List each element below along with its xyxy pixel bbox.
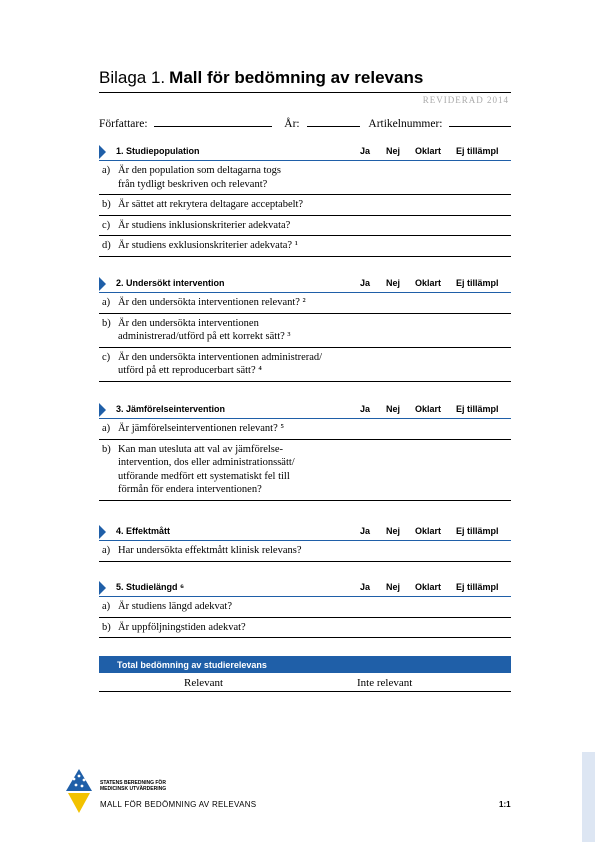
col-nej: Nej	[386, 582, 401, 592]
col-nej: Nej	[386, 404, 401, 414]
col-ej-tillampl: Ej tillämpl	[456, 404, 499, 414]
total-bar	[99, 656, 511, 673]
question-letter: d)	[102, 240, 111, 251]
question-line: Är sättet att rekrytera deltagare acceptabelt?	[118, 199, 304, 210]
col-ja: Ja	[360, 146, 371, 156]
revised-label: REVIDERAD 2014	[422, 95, 509, 105]
article-field[interactable]	[449, 117, 511, 127]
question-row	[99, 161, 511, 195]
question-line: administrerad/utförd på ett korrekt sätt? ³	[118, 331, 291, 342]
question-letter: a)	[102, 165, 111, 176]
question-line: från tydligt beskriven och relevant?	[118, 178, 268, 190]
question-letter: a)	[102, 297, 111, 308]
org-line-2: MEDICINSK UTVÄRDERING	[100, 786, 167, 792]
not-relevant-option[interactable]: Inte relevant	[357, 677, 413, 689]
question-line: förmån för endera interventionen?	[118, 484, 262, 495]
question-row	[99, 541, 511, 562]
question-text	[118, 600, 358, 614]
question-line: utförd på ett reproducerbart sätt? ⁴	[118, 365, 262, 376]
question-line: Är uppföljningstiden adekvat?	[118, 621, 246, 633]
section-header	[99, 144, 511, 161]
question-row	[99, 216, 511, 237]
section-5	[99, 580, 511, 638]
question-line: Är studiens längd adekvat?	[118, 601, 233, 612]
title-rule	[99, 92, 511, 93]
col-ej-tillampl: Ej tillämpl	[456, 582, 499, 592]
question-text	[118, 443, 358, 497]
section-header	[99, 524, 511, 541]
title-prefix: Bilaga 1.	[99, 68, 166, 87]
question-row	[99, 348, 511, 382]
arrow-right-icon	[99, 277, 106, 291]
question-text	[118, 351, 358, 378]
question-letter: b)	[102, 621, 111, 633]
question-line: Kan man utesluta att val av jämförelse-	[118, 443, 284, 455]
section-title: 4. Effektmått	[116, 526, 171, 536]
title-main: Mall för bedömning av relevans	[169, 68, 424, 87]
col-oklart: Oklart	[415, 278, 442, 288]
question-row	[99, 440, 511, 501]
page-title	[99, 68, 423, 88]
arrow-right-icon	[99, 581, 106, 595]
question-row	[99, 195, 511, 216]
footer-doc-title: MALL FÖR BEDÖMNING AV RELEVANS	[100, 800, 257, 809]
question-text	[118, 422, 358, 436]
section-title: 5. Studielängd ⁶	[116, 582, 185, 592]
question-letter: a)	[102, 601, 111, 612]
question-text	[118, 198, 358, 212]
question-letter: c)	[102, 219, 111, 231]
question-row	[99, 419, 511, 440]
question-text	[118, 296, 358, 310]
question-line: Är den population som deltagarna togs	[118, 165, 282, 176]
question-letter: b)	[102, 443, 111, 455]
col-ja: Ja	[360, 404, 371, 414]
section-title: 3. Jämförelseintervention	[116, 404, 226, 414]
col-ja: Ja	[360, 526, 371, 536]
question-line: Är studiens exklusionskriterier adekvata? ¹	[118, 240, 298, 251]
question-row	[99, 597, 511, 618]
total-assessment	[99, 656, 511, 692]
section-3	[99, 402, 511, 501]
section-header	[99, 276, 511, 293]
author-field[interactable]	[154, 117, 272, 127]
question-row	[99, 293, 511, 314]
page-number: 1:1	[499, 800, 511, 809]
question-line: utförande medfört ett systematiskt fel till	[118, 470, 290, 482]
col-oklart: Oklart	[415, 146, 442, 156]
section-2	[99, 276, 511, 382]
question-line: intervention, dos eller administrationssätt/	[118, 457, 295, 468]
question-row	[99, 236, 511, 257]
question-line: Är den undersökta interventionen administrerad/	[118, 351, 323, 363]
section-4	[99, 524, 511, 562]
question-line: Har undersökta effektmått klinisk relevans?	[118, 545, 302, 556]
arrow-right-icon	[99, 525, 106, 539]
question-row	[99, 314, 511, 348]
col-ja: Ja	[360, 582, 371, 592]
col-ej-tillampl: Ej tillämpl	[456, 146, 499, 156]
question-line: Är den undersökta interventionen relevant? ²	[118, 297, 306, 308]
year-field[interactable]	[307, 117, 360, 127]
col-ej-tillampl: Ej tillämpl	[456, 526, 499, 536]
col-nej: Nej	[386, 278, 401, 288]
question-line: Är den undersökta interventionen	[118, 317, 259, 329]
question-letter: b)	[102, 199, 111, 210]
org-line-1: STATENS BEREDNING FÖR	[100, 780, 166, 786]
col-oklart: Oklart	[415, 582, 442, 592]
col-nej: Nej	[386, 526, 401, 536]
section-title: 1. Studiepopulation	[116, 146, 200, 156]
question-line: Är jämförelseinterventionen relevant? ⁵	[118, 423, 285, 434]
question-text	[118, 544, 358, 558]
total-label: Total bedömning av studierelevans	[117, 660, 267, 670]
relevant-option[interactable]: Relevant	[184, 677, 224, 689]
sbu-logo-icon	[64, 767, 94, 815]
year-label: År:	[284, 118, 300, 130]
col-oklart: Oklart	[415, 404, 442, 414]
question-text	[118, 164, 358, 191]
col-ej-tillampl: Ej tillämpl	[456, 278, 499, 288]
col-ja: Ja	[360, 278, 371, 288]
section-header	[99, 402, 511, 419]
question-text	[118, 219, 358, 233]
col-oklart: Oklart	[415, 526, 442, 536]
question-text	[118, 621, 358, 635]
col-nej: Nej	[386, 146, 401, 156]
side-tab	[582, 752, 595, 842]
section-header	[99, 580, 511, 597]
footer-org	[100, 780, 166, 792]
question-letter: b)	[102, 317, 111, 329]
total-row	[99, 673, 511, 692]
section-1	[99, 144, 511, 257]
author-label: Författare:	[99, 118, 148, 130]
question-line: Är studiens inklusionskriterier adekvata?	[118, 219, 291, 231]
question-text	[118, 317, 358, 344]
question-letter: a)	[102, 545, 111, 556]
meta-row	[99, 117, 511, 130]
arrow-right-icon	[99, 145, 106, 159]
question-letter: c)	[102, 351, 111, 363]
article-label: Artikelnummer:	[368, 118, 443, 130]
arrow-right-icon	[99, 403, 106, 417]
section-title: 2. Undersökt intervention	[116, 278, 225, 288]
question-letter: a)	[102, 423, 111, 434]
question-row	[99, 618, 511, 639]
question-text	[118, 239, 358, 253]
